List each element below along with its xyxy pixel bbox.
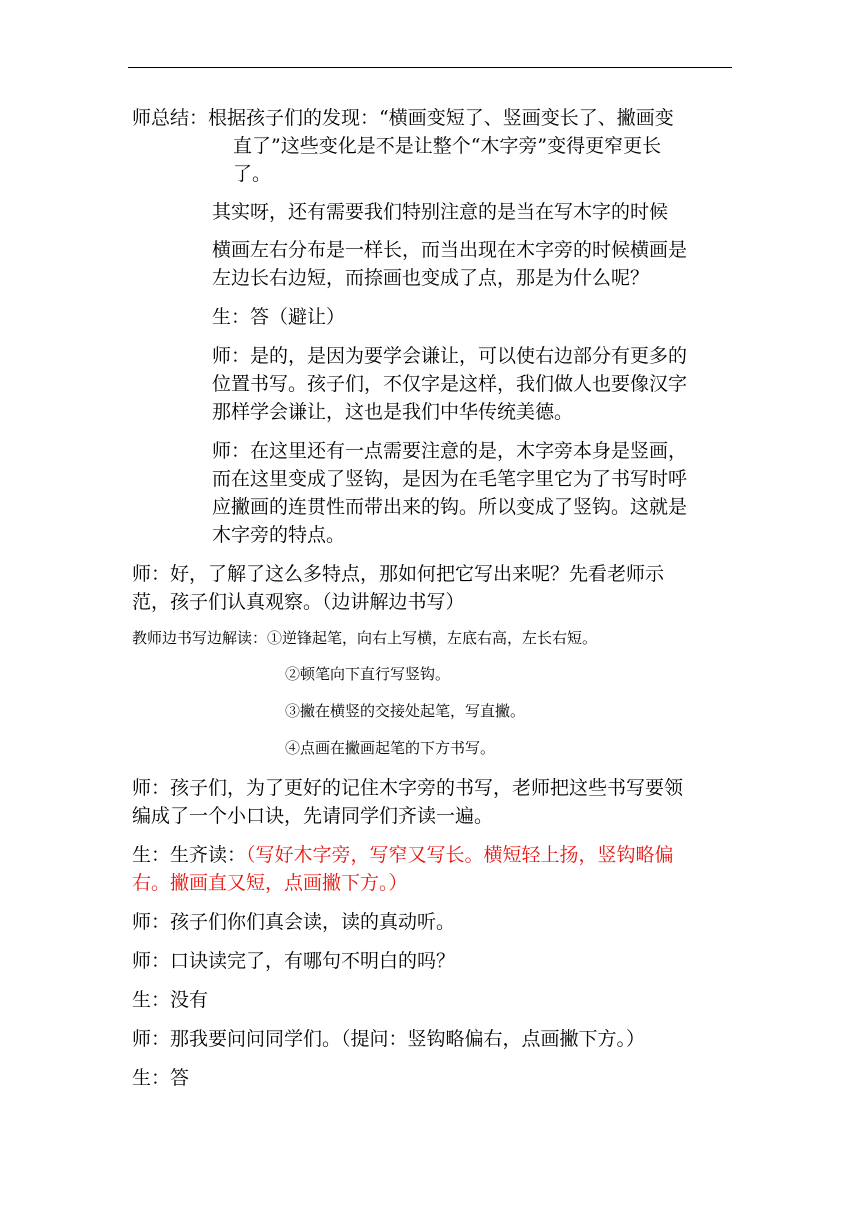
rhyme-text-part-1: （写好木字旁，写窄又写长。横短轻上扬，竖钩略偏 <box>246 844 674 866</box>
step-intro: 教师边书写边解读：①逆锋起笔，向右上写横，左底右高，左长右短。 <box>132 629 598 647</box>
step-2: ②顿笔向下直行写竖钩。 <box>285 665 451 683</box>
teacher-hook-line-4: 木字旁的特点。 <box>212 524 346 546</box>
teacher-demo-line-1: 师：好，了解了这么多特点，那如何把它写出来呢？先看老师示 <box>132 563 665 585</box>
teacher-humility-line-3: 那样学会谦让，这也是我们中华传统美德。 <box>212 401 574 423</box>
teacher-demo-line-2: 范，孩子们认真观察。（边讲解边书写） <box>132 591 465 613</box>
note-paragraph-1: 其实呀，还有需要我们特别注意的是当在写木字的时候 <box>212 201 669 223</box>
teacher-hook-line-2: 而在这里变成了竖钩，是因为在毛笔字里它为了书写时呼 <box>212 468 688 490</box>
teacher-hook-line-1: 师：在这里还有一点需要注意的是，木字旁本身是竖画， <box>212 440 688 462</box>
rhyme-text-part-2: 右。撇画直又短，点画撇下方。） <box>132 872 408 894</box>
student-reply-none: 生：没有 <box>132 989 209 1011</box>
teacher-rhyme-line-1: 师：孩子们，为了更好的记住木字旁的书写，老师把这些书写要领 <box>132 777 684 799</box>
summary-line-1: 师总结：根据孩子们的发现：“横画变短了、竖画变长了、撇画变 <box>132 107 674 129</box>
student-answer-avoid: 生：答（避让） <box>212 306 346 328</box>
header-rule <box>128 67 732 68</box>
student-read-prefix: 生：生齐读： <box>132 844 247 866</box>
teacher-praise: 师：孩子们你们真会读，读的真动听。 <box>132 911 456 933</box>
note-paragraph-2-line-2: 左边长右边短，而捺画也变成了点，那是为什么呢？ <box>212 267 650 289</box>
summary-line-2: 直了”这些变化是不是让整个“木字旁”变得更窄更长 <box>233 135 662 157</box>
step-3: ③撇在横竖的交接处起笔，写直撇。 <box>285 702 526 720</box>
note-paragraph-2-line-1: 横画左右分布是一样长，而当出现在木字旁的时候横画是 <box>212 239 688 261</box>
summary-line-3: 了。 <box>233 163 272 185</box>
student-reply-answer: 生：答 <box>132 1067 190 1089</box>
teacher-rhyme-line-2: 编成了一个小口诀，先请同学们齐读一遍。 <box>132 805 494 827</box>
teacher-hook-line-3: 应撇画的连贯性而带出来的钩。所以变成了竖钩。这就是 <box>212 496 688 518</box>
teacher-humility-line-2: 位置书写。孩子们，不仅字是这样，我们做人也要像汉字 <box>212 373 688 395</box>
teacher-ask: 师：那我要问问同学们。（提问：竖钩略偏右，点画撇下方。） <box>132 1028 646 1050</box>
student-read-line-1 <box>132 841 674 869</box>
teacher-humility-line-1: 师：是的，是因为要学会谦让，可以使右边部分有更多的 <box>212 345 688 367</box>
teacher-question: 师：口诀读完了，有哪句不明白的吗？ <box>132 950 456 972</box>
step-4: ④点画在撇画起笔的下方书写。 <box>285 739 496 757</box>
